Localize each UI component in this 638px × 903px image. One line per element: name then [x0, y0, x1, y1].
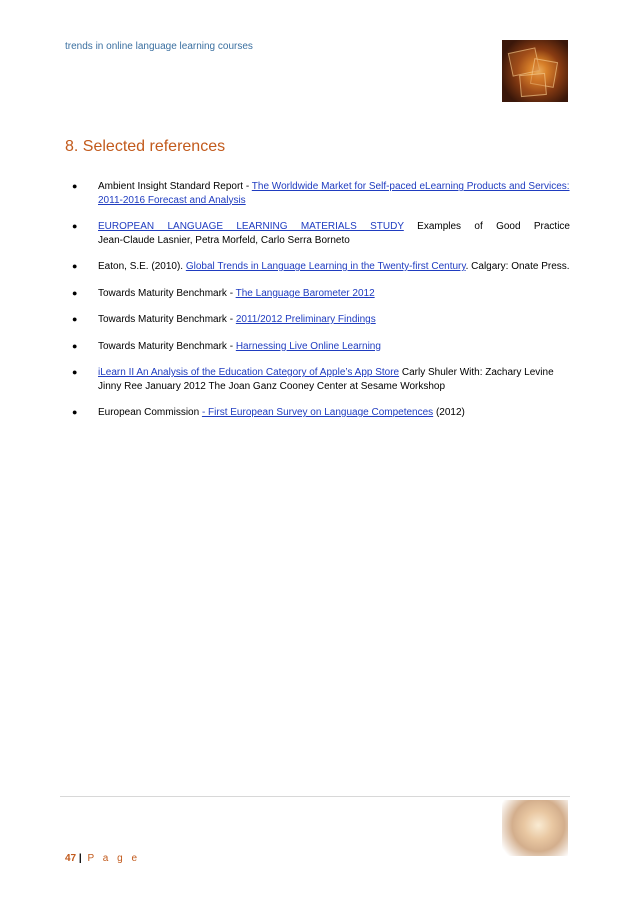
bullet-icon: ●: [72, 407, 78, 417]
reference-list: [70, 180, 570, 433]
reference-link[interactable]: The Worldwide Market for Self-paced eLearning Products and Services: 2011-2016 Forecast and Analysis: [98, 181, 570, 206]
reference-item: [70, 366, 570, 393]
reference-link[interactable]: - First European Survey on Language Competences: [201, 407, 434, 418]
reference-prefix: European Commission: [98, 407, 202, 418]
reference-item: [70, 180, 570, 207]
reference-item: [70, 260, 570, 274]
reference-link[interactable]: EUROPEAN LANGUAGE LEARNING MATERIALS STUDY: [98, 221, 404, 232]
bullet-icon: ●: [72, 367, 78, 377]
reference-item: [70, 313, 570, 327]
page-number-value: 47: [65, 853, 77, 864]
reference-prefix: Ambient Insight Standard Report -: [98, 181, 252, 192]
header-logo-image: [502, 40, 568, 102]
reference-link[interactable]: The Language Barometer 2012: [235, 287, 375, 299]
reference-link[interactable]: Global Trends in Language Learning in the Twenty-first Century: [185, 261, 466, 272]
reference-link[interactable]: Harnessing Live Online Learning: [235, 340, 381, 352]
reference-prefix: Towards Maturity Benchmark -: [98, 314, 236, 325]
bullet-icon: ●: [72, 340, 78, 351]
reference-suffix: Examples of Good Practice: [403, 221, 570, 232]
bullet-icon: ●: [72, 314, 78, 324]
reference-suffix: (2012): [433, 407, 465, 418]
reference-item: [70, 220, 570, 247]
reference-suffix: Carly Shuler With: Zachary Levine Jinny Ree January 2012 The Joan Ganz Cooney Center at Sesame Workshop: [98, 367, 554, 392]
reference-authors: Jean-Claude Lasnier, Petra Morfeld, Carlo Serra Borneto: [98, 234, 350, 246]
page-word: P a g e: [87, 853, 141, 864]
reference-item: [70, 287, 570, 301]
reference-prefix: Eaton, S.E. (2010).: [98, 261, 186, 272]
bullet-icon: ●: [72, 287, 78, 298]
footer-logo-image: [502, 800, 568, 856]
reference-link[interactable]: 2011/2012 Preliminary Findings: [235, 314, 376, 325]
reference-suffix: . Calgary: Onate Press.: [465, 261, 570, 272]
page-number: [65, 853, 140, 864]
reference-prefix: Towards Maturity Benchmark -: [98, 287, 236, 299]
bullet-icon: ●: [72, 221, 78, 231]
section-heading: 8. Selected references: [65, 138, 226, 155]
header-title: trends in online language learning courses: [65, 41, 253, 52]
reference-link[interactable]: iLearn II An Analysis of the Education Category of Apple’s App Store: [98, 367, 400, 378]
page-number-separator: |: [78, 853, 82, 864]
reference-item: [70, 406, 570, 420]
reference-item: [70, 340, 570, 354]
bullet-icon: ●: [72, 181, 78, 191]
reference-prefix: Towards Maturity Benchmark -: [98, 340, 236, 352]
footer-divider: [60, 796, 570, 797]
bullet-icon: ●: [72, 261, 78, 271]
